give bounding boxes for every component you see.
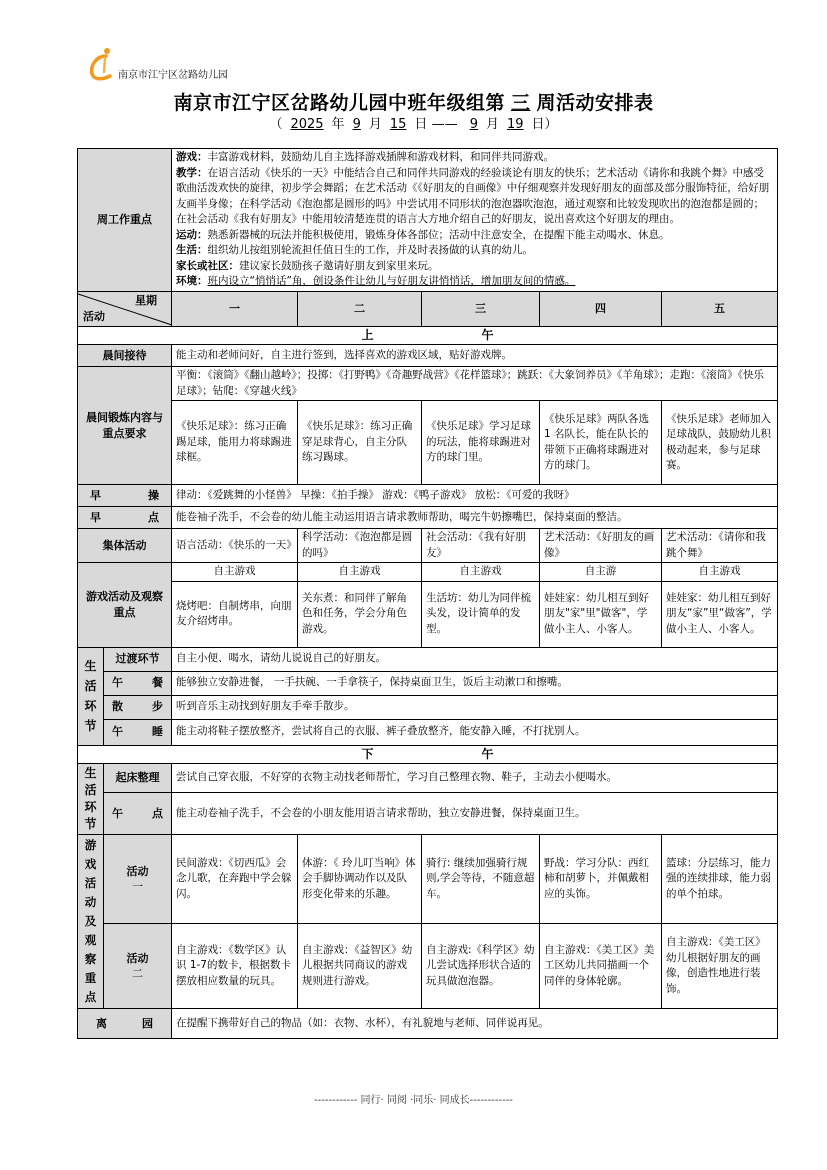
end-day-label: 日） bbox=[531, 117, 558, 132]
school-logo bbox=[88, 46, 288, 82]
focus-parents: 家长或社区：建议家长鼓励孩子邀请好朋友到家里来玩。 bbox=[176, 259, 439, 272]
activity1-tue: 体游：《 玲儿叮当响》体会手脚协调动作以及队形变化带来的乐趣。 bbox=[298, 835, 422, 924]
leave-row bbox=[78, 1009, 778, 1039]
focus-game: 游戏：丰富游戏材料，鼓励幼儿自主选择游戏插牌和游戏材料，和同伴共同游戏。 bbox=[176, 151, 554, 163]
group-activity-row bbox=[78, 529, 778, 563]
lunch-row bbox=[78, 671, 778, 695]
group-activity-wed: 社会活动：《我有好朋友》 bbox=[422, 529, 540, 563]
focus-life: 生活：组织幼儿按组别轮流担任值日生的工作，并及时表扬做的认真的幼儿。 bbox=[176, 244, 533, 256]
exercise-mon: 《快乐足球》：练习正确踢足球，能用力将球踢进球框。 bbox=[172, 401, 298, 485]
activity2-label: 活动 二 bbox=[104, 924, 172, 1009]
games-type-tue: 自主游戏 bbox=[298, 563, 422, 582]
games-type-wed: 自主游戏 bbox=[422, 563, 540, 582]
day-label: 日 bbox=[414, 117, 428, 132]
group-activity-fri: 艺术活动：《请你和我跳个舞》 bbox=[662, 529, 778, 563]
day-header-row bbox=[78, 291, 778, 326]
group-activity-mon: 语言活动：《快乐的一天》 bbox=[172, 529, 298, 563]
games-type-thu: 自主游 bbox=[540, 563, 662, 582]
morning-snack-text: 能卷袖子洗手，不会卷的幼儿能主动运用语言请求教师帮助，喝完牛奶擦嘴巴，保持桌面的整洁。 bbox=[172, 507, 778, 529]
activity1-wed: 骑行: 继续加强骑行规则,学会等待，不随意超车。 bbox=[422, 835, 540, 924]
exercise-tue: 《快乐足球》：练习正确穿足球背心，自主分队练习踢球。 bbox=[298, 401, 422, 485]
morning-section-row bbox=[78, 326, 778, 345]
walk-text: 听到音乐主动找到好朋友手牵手散步。 bbox=[172, 695, 778, 719]
day-tue: 二 bbox=[298, 291, 422, 326]
focus-environment: 环境：班内设立“悄悄话”角，创设条件让幼儿与好朋友讲悄悄话，增加朋友间的情感。 bbox=[176, 275, 576, 287]
schedule-table bbox=[77, 148, 778, 1039]
day-fri: 五 bbox=[662, 291, 778, 326]
walk-label: 散 步 bbox=[104, 695, 172, 719]
month-label: 月 bbox=[368, 117, 382, 132]
week-number: 三 bbox=[510, 92, 531, 114]
pm-games-label: 游戏 活动 及观 察重 点 bbox=[78, 835, 104, 1009]
date-range bbox=[0, 113, 827, 132]
exercise-common-row bbox=[78, 367, 778, 401]
wakeup-label: 起床整理 bbox=[104, 764, 172, 793]
reception-text: 能主动和老师问好，自主进行签到，选择喜欢的游戏区域，贴好游戏牌。 bbox=[172, 345, 778, 367]
footer-slogan: ------------ 同行· 同阅 ·同乐· 同成长------------ bbox=[314, 1095, 513, 1106]
start-day: 15 bbox=[389, 117, 407, 132]
transition-text: 自主小便、喝水，请幼儿说说自己的好朋友。 bbox=[172, 647, 778, 671]
weekly-focus-row bbox=[78, 149, 778, 292]
games-wed: 生活坊：幼儿为同伴梳头发，设计简单的发型。 bbox=[422, 581, 540, 647]
activity1-thu: 野战：学习分队：西红柿和胡萝卜，并佩戴相应的头饰。 bbox=[540, 835, 662, 924]
end-day: 19 bbox=[507, 117, 524, 132]
corner-cell bbox=[78, 291, 172, 326]
focus-sport: 运动：熟悉新器械的玩法并能积极使用，锻炼身体各部位；活动中注意安全，在提醒下能主动喝水、休息。 bbox=[176, 228, 670, 241]
activity2-tue: 自主游戏：《益智区》幼儿根据共同商议的游戏规则进行游戏。 bbox=[298, 924, 422, 1009]
games-label: 游戏活动及观察重点 bbox=[78, 563, 172, 648]
life-am-label: 生 活 环 节 bbox=[78, 647, 104, 745]
nap-text: 能主动将鞋子摆放整齐，尝试将自己的衣服、裤子叠放整齐，能安静入睡，不打扰别人。 bbox=[172, 719, 778, 745]
pm-snack-text: 能主动卷袖子洗手，不会卷的小朋友能用语言请求帮助，独立安静进餐，保持桌面卫生。 bbox=[172, 792, 778, 834]
exercise-wed: 《快乐足球》学习足球的玩法，能将球踢进对方的球门里。 bbox=[422, 401, 540, 485]
pm-activity1-row bbox=[78, 835, 778, 924]
focus-teaching: 教学：在语言活动《快乐的一天》中能结合自己和同伴共同游戏的经验谈论有朋友的快乐；艺术活动《请你和我跳个舞》中感受歌曲活泼欢快的旋律，初步学会舞蹈；在艺术活动《《好朋友的自画像》中仔细观察并发现好朋友的面部及部分服饰特征，给好朋友画半身像；在科学活动《泡泡都是圆形的吗》中尝试用不同形状的泡泡器吹泡泡，通过观察和比较发现吹出的泡泡都是圆的；在社会活动《我有好朋友》中能用较清楚连贯的语言大方地介绍自己的好朋友，说出喜欢这个好朋友的理由。 bbox=[176, 166, 770, 225]
afternoon-section-row bbox=[78, 745, 778, 764]
exercise-fri: 《快乐足球》老师加入足球战队，鼓励幼儿积极动起来，参与足球赛。 bbox=[662, 401, 778, 485]
start-month: 9 bbox=[352, 117, 361, 132]
leave-label: 离 园 bbox=[78, 1009, 172, 1039]
activity1-fri: 篮球：分层练习，能力强的连续排球，能力弱的单个拍球。 bbox=[662, 835, 778, 924]
games-mon: 烧烤吧：自制烤串，向朋友介绍烤串。 bbox=[172, 581, 298, 647]
activity2-mon: 自主游戏：《数学区》认识 1-7的数卡，根据数卡摆放相应数量的玩具。 bbox=[172, 924, 298, 1009]
wakeup-row bbox=[78, 764, 778, 793]
group-activity-label: 集体活动 bbox=[78, 529, 172, 563]
morning-snack-label: 早 点 bbox=[78, 507, 172, 529]
nap-row bbox=[78, 719, 778, 745]
games-type-mon: 自主游戏 bbox=[172, 563, 298, 582]
reception-row bbox=[78, 345, 778, 367]
life-pm-label: 生 活 环 节 bbox=[78, 764, 104, 835]
weekly-focus-content bbox=[172, 149, 778, 292]
title-prefix: 南京市江宁区岔路幼儿园中班年级组第 bbox=[173, 92, 505, 114]
group-activity-thu: 艺术活动：《好朋友的画像》 bbox=[540, 529, 662, 563]
morning-exercise-label: 早 操 bbox=[78, 485, 172, 507]
end-month: 9 bbox=[469, 117, 478, 132]
weekly-focus-label: 周工作重点 bbox=[78, 149, 172, 292]
games-fri: 娃娃家：幼儿相互到好朋友“家”里“做客”，学做小主人、小客人。 bbox=[662, 581, 778, 647]
corner-activity: 活动 bbox=[83, 310, 105, 323]
logo-text: 南京市江宁区岔路幼儿园 bbox=[118, 70, 228, 81]
end-month-label: 月 bbox=[485, 117, 499, 132]
exercise-thu: 《快乐足球》两队各选 1 名队长，能在队长的带领下正确将球踢进对方的球门。 bbox=[540, 401, 662, 485]
activity1-mon: 民间游戏：《切西瓜》会念儿歌，在奔跑中学会躲闪。 bbox=[172, 835, 298, 924]
games-thu: 娃娃家：幼儿相互到好朋友"家"里"做客"，学做小主人、小客人。 bbox=[540, 581, 662, 647]
date-dash: —— bbox=[431, 117, 458, 132]
year: 2025 bbox=[290, 117, 324, 132]
corner-weekday: 星期 bbox=[135, 293, 157, 307]
games-header-row bbox=[78, 563, 778, 582]
exercise-common-text: 平衡：《滚筒》《翻山越岭》；投掷：《打野鸭》《奇趣野战营》《花样篮球》；跳跃：《大象饲养员》《羊角球》；走跑：《滚筒》《快乐足球》；钻爬：《穿越火线》 bbox=[172, 367, 778, 401]
transition-row bbox=[78, 647, 778, 671]
morning-exercise-row bbox=[78, 485, 778, 507]
walk-row bbox=[78, 695, 778, 719]
pm-activity2-row bbox=[78, 924, 778, 1009]
games-type-fri: 自主游戏 bbox=[662, 563, 778, 582]
games-tue: 关东煮：和同伴了解角色和任务，学会分角色游戏。 bbox=[298, 581, 422, 647]
lunch-text: 能够独立安静进餐， 一手扶碗、一手拿筷子，保持桌面卫生，饭后主动漱口和擦嘴。 bbox=[172, 671, 778, 695]
morning-section-label: 上 午 bbox=[78, 326, 778, 345]
day-thu: 四 bbox=[540, 291, 662, 326]
day-mon: 一 bbox=[172, 291, 298, 326]
nap-label: 午 睡 bbox=[104, 719, 172, 745]
exercise-days-row bbox=[78, 401, 778, 485]
activity2-thu: 自主游戏：《美工区》美工区幼儿共同描画一个同伴的身体轮廓。 bbox=[540, 924, 662, 1009]
transition-label: 过渡环节 bbox=[104, 647, 172, 671]
lunch-label: 午 餐 bbox=[104, 671, 172, 695]
day-wed: 三 bbox=[422, 291, 540, 326]
morning-snack-row bbox=[78, 507, 778, 529]
wakeup-text: 尝试自己穿衣服，不好穿的衣物主动找老师帮忙，学习自己整理衣物、鞋子，主动去小便喝水。 bbox=[172, 764, 778, 793]
page-title bbox=[0, 88, 827, 115]
activity1-label: 活动 一 bbox=[104, 835, 172, 924]
afternoon-section-label: 下 午 bbox=[78, 745, 778, 764]
paren-open: （ bbox=[269, 117, 283, 132]
activity2-fri: 自主游戏：《美工区》幼儿根据好朋友的画像，创造性地进行装饰。 bbox=[662, 924, 778, 1009]
pm-snack-row bbox=[78, 792, 778, 834]
title-suffix: 周活动安排表 bbox=[536, 92, 654, 114]
morning-exercise-text: 律动：《爱跳舞的小怪兽》 早操：《拍手操》 游戏：《鸭子游戏》 放松：《可爱的我呀》 bbox=[172, 485, 778, 507]
reception-label: 晨间接待 bbox=[78, 345, 172, 367]
pm-snack-label: 午 点 bbox=[104, 792, 172, 834]
group-activity-tue: 科学活动：《泡泡都是圆的吗》 bbox=[298, 529, 422, 563]
logo-icon bbox=[88, 46, 118, 82]
exercise-label: 晨间锻炼内容与重点要求 bbox=[78, 367, 172, 485]
activity2-wed: 自主游戏:《科学区》幼儿尝试选择形状合适的玩具做泡泡器。 bbox=[422, 924, 540, 1009]
year-label: 年 bbox=[331, 117, 345, 132]
leave-text: 在提醒下携带好自己的物品（如：衣物、水杯），有礼貌地与老师、同伴说再见。 bbox=[172, 1009, 778, 1039]
games-days-row bbox=[78, 581, 778, 647]
